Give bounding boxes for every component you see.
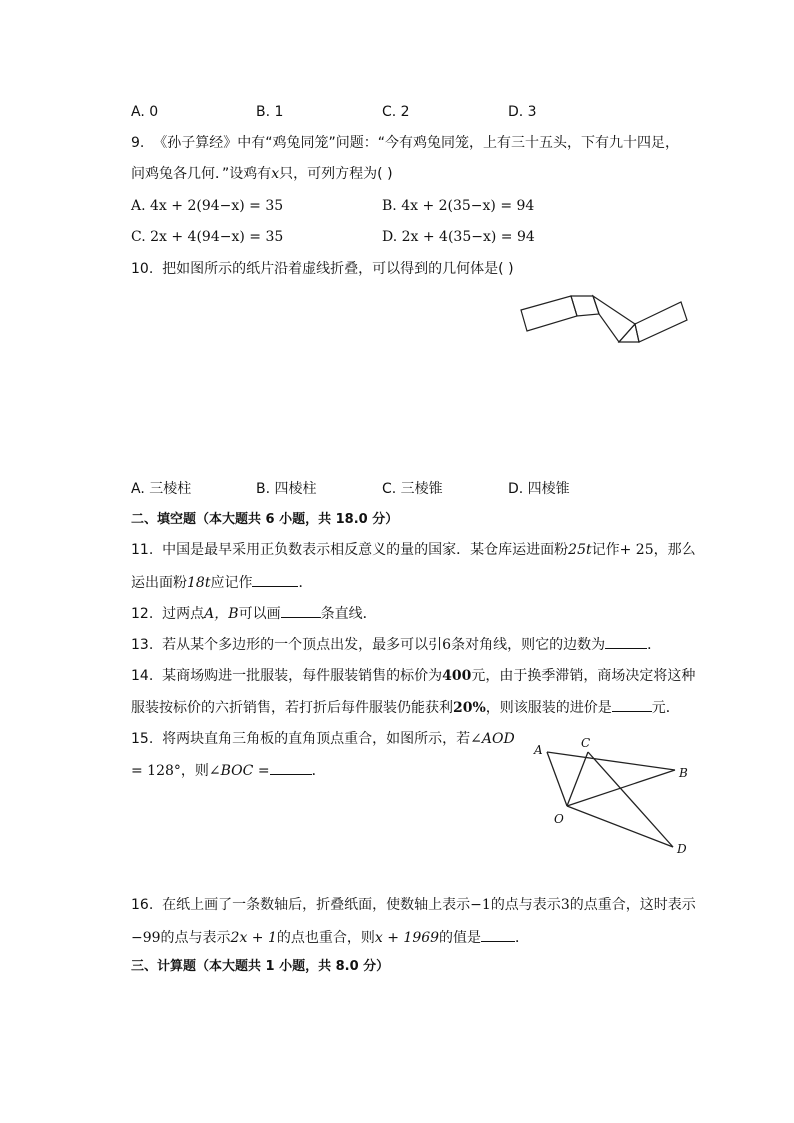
q9-option-d: D. 2x + 4(35−x) = 94 <box>382 229 535 245</box>
net-left-triangle-face <box>571 296 599 316</box>
q10-number: 10. <box>131 261 154 277</box>
q13-answer-blank <box>605 634 647 649</box>
q10-text: 把如图所示的纸片沿着虚线折叠，可以得到的几何体是( ) <box>162 261 514 277</box>
q10-option-a: A. 三棱柱 <box>131 481 192 497</box>
q10-option-d: D. 四棱锥 <box>508 481 570 497</box>
net-left-rect <box>521 296 577 331</box>
q9-option-b: B. 4x + 2(35−x) = 94 <box>382 198 535 214</box>
section-2-heading: 二、填空题（本大题共 6 小题，共 18.0 分） <box>131 512 399 527</box>
q10-option-c: C. 三棱锥 <box>382 481 443 497</box>
q8-option-a: A. 0 <box>131 104 159 120</box>
q8-option-b: B. 1 <box>256 104 284 120</box>
q9-option-c: C. 2x + 4(94−x) = 35 <box>131 229 284 245</box>
segment-ab <box>547 752 675 770</box>
q12-answer-blank <box>281 603 321 618</box>
label-d: D <box>677 842 687 856</box>
section-3-heading: 三、计算题（本大题共 1 小题，共 8.0 分） <box>131 959 390 974</box>
segment-co <box>567 752 588 806</box>
q8-option-d: D. 3 <box>508 104 537 120</box>
q16-line1: 16. 在纸上画了一条数轴后，折叠纸面，使数轴上表示−1的点与表示3的点重合，这时表示 <box>131 897 696 913</box>
label-b: B <box>679 766 688 780</box>
q15-line1: 15. 将两块直角三角板的直角顶点重合，如图所示，若∠AOD <box>131 731 515 747</box>
q11-line2: 运出面粉18t应记作 ． <box>131 572 312 593</box>
segment-od <box>567 806 673 847</box>
q10-line <box>131 259 514 279</box>
triangle-figure <box>525 732 695 857</box>
q16-answer-blank <box>481 927 515 942</box>
label-c: C <box>581 736 591 750</box>
paper-net-figure <box>515 290 695 350</box>
q11-answer-blank <box>252 572 298 587</box>
q16-line2: −99的点与表示2x + 1的点也重合，则x + 1969的值是 ． <box>131 927 529 948</box>
net-middle-rect <box>593 296 635 342</box>
segment-cd <box>588 752 673 847</box>
q14-line1: 14. 某商场购进一批服装，每件服装销售的标价为400元，由于换季滞销，商场决定将这种 <box>131 668 696 684</box>
q8-option-c: C. 2 <box>382 104 410 120</box>
q9-option-a: A. 4x + 2(94−x) = 35 <box>131 198 284 214</box>
label-o: O <box>554 812 564 826</box>
label-a: A <box>534 743 543 757</box>
segment-ao <box>547 752 567 806</box>
q9-number: 9. <box>131 135 145 151</box>
q12-line: 12. 过两点A，B可以画 条直线． <box>131 603 377 624</box>
q14-answer-blank <box>612 697 652 712</box>
q13-line: 13. 若从某个多边形的一个顶点出发，最多可以引6条对角线，则它的边数为 ． <box>131 634 661 655</box>
q9-line2: 问鸡兔各几何．”设鸡有x只，可列方程为( ) <box>131 166 393 182</box>
q15-answer-blank <box>270 760 312 775</box>
q11-line1: 11. 中国是最早采用正负数表示相反意义的量的国家．某仓库运进面粉25t记作+ 25，那么 <box>131 542 696 558</box>
q9-line1 <box>131 133 679 153</box>
q14-line2: 服装按标价的六折销售，若打折后每件服装仍能获利20%，则该服装的进价是 元． <box>131 697 680 718</box>
q9-text-1: 《孙子算经》中有“鸡兔同笼”问题：“今有鸡兔同笼，上有三十五头，下有九十四足， <box>153 135 680 151</box>
q15-line2: = 128°，则∠BOC = ． <box>131 760 326 781</box>
net-right-rect <box>635 302 687 342</box>
q10-option-b: B. 四棱柱 <box>256 481 317 497</box>
